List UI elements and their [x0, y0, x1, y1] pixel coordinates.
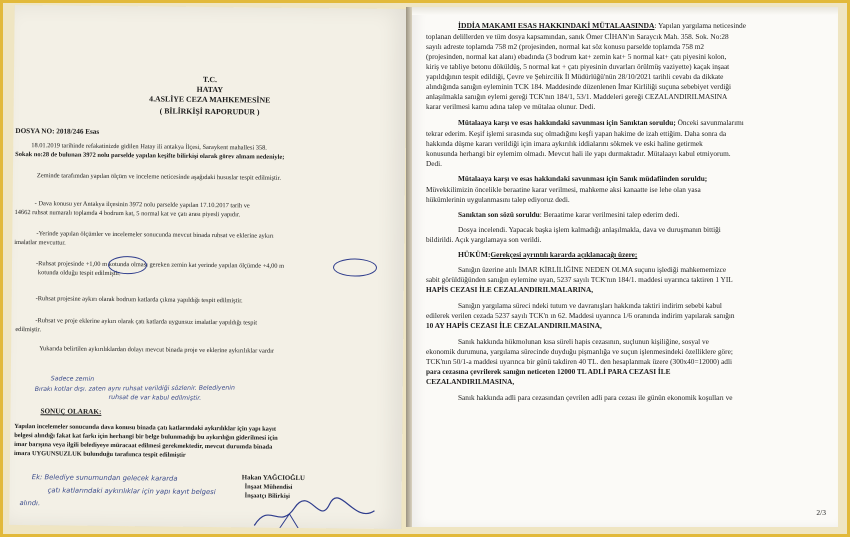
- opinion-line: yapıldığının tespit edildiği, Çevre ve Şehircilik İl Müdürlüğü'nün 28/10/2021 tarihli cevabı da dikkate: [426, 72, 724, 81]
- finding-1-line-2: 14662 ruhsat numaralı toplamda 4 bodrum kat, 5 normal kat ve çatı arası piyesli yapıdır.: [14, 208, 241, 219]
- opinion-line: karar verilmesi kamu adına talep ve mütalaa olunur. Dedi.: [426, 102, 596, 111]
- opinion-line: (projesinden, normal kat alanı) ebadında (3 bodrum kat+ zemin kat+ 5 normal kat+ çatı piyesini kolon,: [426, 52, 727, 61]
- verdict-text: Gerekçesi ayrıntılı kararda açıklanacağı üzere;: [490, 250, 638, 259]
- pen-circle-mark: [333, 258, 377, 276]
- conclusion-line-3: imar barışına veya ilgili belediyeye müracaat edilmesi gerekmektedir, mevcut durumda binada: [14, 440, 273, 451]
- finding-5-line-2: edilmiştir.: [15, 325, 42, 334]
- signature-scribble: [249, 495, 379, 529]
- review-line: Dosya incelendi. Yapacak başka işlem kalmadığı anlaşılmakla, dava ve duruşmanın bittiği: [458, 225, 721, 234]
- measurement-note: Zeminde tarafımdan yapılan ölçüm ve inceleme neticesinde aşağıdaki hususlar tespit edilmiştir.: [36, 172, 281, 182]
- verdict-3-line: CEZALANDIRILMASINA,: [426, 377, 515, 386]
- opinion-label: İDDİA MAKAMI ESAS HAKKINDAKİ MÜTALAASINDA: [458, 21, 655, 30]
- finding-1-line-1: - Dava konusu yer Antakya ilçesinin 3972 nolu parselde yapılan 17.10.2017 tarih ve: [34, 200, 250, 210]
- pen-circle-mark: [108, 256, 147, 274]
- signer-role: İnşaatçı Bilirkişi: [244, 492, 290, 500]
- review-line: bildirildi. Açık yargılamaya son verildi.: [426, 235, 542, 244]
- court-header-tc: T.C.: [202, 74, 218, 85]
- intro-line-2: Sokak no:28 de bulunan 3972 nolu parselde yapılan keşifte bilirkişi olarak görev almam nedeniyle;: [15, 150, 285, 161]
- court-header-city: HATAY: [196, 84, 224, 95]
- report-type-title: ( BİLİRKİŞİ RAPORUDUR ): [159, 106, 260, 117]
- last-word-text: : Beraatime karar verilmesini talep ederim dedi.: [539, 210, 680, 219]
- last-word-line: [458, 210, 679, 220]
- conclusion-line-4: imara UYGUNSUZLUK bulunduğu tarafımca tespit edilmiştir: [13, 449, 186, 459]
- conclusion-line-1: Yapılan incelemeler sonucunda dava konusu binada çatı katlarındaki aykırılıklar için yapı kayıt: [14, 422, 277, 433]
- verdict-heading-line: [458, 250, 637, 260]
- defense-label: Mütalaaya karşı ve esas hakkındaki savunması için Sanıktan soruldu;: [458, 118, 676, 127]
- finding-5-line-1: -Ruhsat ve proje eklerine aykırı olarak çatı katlarda uygunsuz imalatlar yapıldığı tespit: [35, 317, 258, 327]
- finding-summary: Yukarıda belirtilen aykırılıklardan dolayı mevcut binada proje ve eklerine aykırılıklar vardır: [39, 345, 275, 355]
- defense-heading-line: [458, 118, 744, 128]
- opinion-line: sayılı adreste toplamda 758 m2 (projesinden, normal kat söz konusu parselde toplamda 758 m2: [426, 42, 705, 51]
- defense-line: hakkında düşme kararı verildiği için imara aykırılık iddialarını sökmek ve eski haline getirmek: [426, 139, 703, 148]
- opinion-tail: : Yapılan yargılama neticesinde: [654, 21, 746, 30]
- lawyer-heading: Mütalaaya karşı ve esas hakkındaki savunması için Sanık müdafiinden soruldu;: [458, 174, 708, 183]
- handwritten-note-1: ruhsat de var kabul edilmiştir.: [108, 393, 202, 402]
- verdict-4-line: Sanık hakkında adli para cezasından çevrilen adli para cezası ile günün ekonomik koşulları ve: [458, 393, 733, 402]
- verdict-1-line: HAPİS CEZASI İLE CEZALANDIRILMALARINA,: [426, 285, 594, 294]
- verdict-3-line: Sanık hakkında hükmolunan kısa süreli hapis cezasının, suçlunun kişiliğine, sosyal ve: [458, 337, 709, 346]
- defense-line: tekrar ederim. Keşif işlemi sırasında suç olmadığını keşfi yapan hakime de izah ettiğim. Daha sonra da: [426, 129, 727, 138]
- court-minutes-page: [412, 7, 838, 527]
- opinion-heading-line: [458, 21, 746, 31]
- opinion-line: alındığında sanığın eyleminin TCK 184. Maddesinde düzenlenen İmar Kirliliği suçuna sebebiyet verdiği: [426, 82, 732, 91]
- finding-3-line-2: kotunda olduğu tespit edilmiştir.: [37, 269, 121, 278]
- opinion-line: kiriş ve tabliye betonu döküldüş, 5 normal kat + çatı piyesinin duvarları örülmüş vaziyette) kaçak inşaat: [426, 62, 730, 71]
- intro-line-1: 18.01.2019 tarihinde refakatinizde gidilen Hatay ili antakya İlçesi, Saraykent mahallesi 358.: [31, 142, 267, 152]
- verdict-2-line: 10 AY HAPİS CEZASI İLE CEZALANDIRILMASINA,: [426, 321, 602, 330]
- verdict-1-line: sabit görüldüğünden sanığın eylemine uyan, 5237 sayılı TCK'nın 184/1. maddesi uyarınca taktiren 1 YIL: [426, 275, 733, 284]
- handwritten-note-1: Sadece zemin: [50, 375, 95, 383]
- verdict-3-line: para cezasına çevrilerek sanığın neticeten 12000 TL ADLİ PARA CEZASI İLE: [426, 367, 671, 376]
- verdict-2-line: Sanığın yargılama süreci ndeki tutum ve davranışları hakkında taktiri indirim sebebi kabul: [458, 301, 722, 310]
- opinion-line: anlaşılmakla sanığın eylemi gereği TCK'nın 184/1, 53/1. Maddeleri gereği CEZALANDIRILMASINA: [426, 92, 728, 101]
- lawyer-line: Müvekkilimizin öncelikle beraatine karar verilmesi, mahkeme aksi kanaatte ise lehe olan yasa: [426, 185, 701, 194]
- handwritten-note-2: çatı katlarındaki aykırılıklar için yapı kayıt belgesi: [47, 486, 216, 497]
- file-number: DOSYA NO: 2018/246 Esas: [15, 126, 100, 136]
- verdict-2-line: edilerek verilen cezada 5237 sayılı TCK'n ın 62. Maddesi uyarınca 1/6 oranında indirim yapılarak sanığın: [426, 311, 735, 320]
- last-word-label: Sanıktan son sözü soruldu: [458, 210, 540, 219]
- opinion-line: toplanan delillerden ve tüm dosya kapsamından, sanık Ömer CİHAN'ın Saraycık Mah. 358. Sok. No:28: [426, 32, 729, 41]
- handwritten-note-2: Ek: Belediye sunumundan gelecek kararda: [31, 473, 178, 483]
- finding-3-line-1: -Ruhsat projesinde +1,00 m kotunda olması gereken zemin kat yerinde yapılan ölçümde +4,00 m: [35, 260, 285, 270]
- defense-line: Dedi.: [426, 159, 443, 168]
- page-number: 2/3: [816, 508, 826, 517]
- verdict-3-line: ekonomik durumuna, yargılama sürecinde duyduğu pişmanlığa ve suçun işlenmesindeki özelliklere göre;: [426, 347, 733, 356]
- handwritten-note-2: alındı.: [19, 499, 41, 508]
- page-top-edge: [412, 7, 838, 15]
- signer-title: İnşaat Mühendisi: [244, 483, 293, 491]
- conclusion-line-2: belgesi alındığı fakat kat farkı için herhangi bir belge bulunmadığı bu aykırılığın giderilmesi için: [14, 431, 278, 442]
- conclusion-title: SONUÇ OLARAK:: [40, 407, 102, 416]
- finding-2-line-1: -Yerinde yapılan ölçümler ve incelemeler sonucunda mevcut binada ruhsat ve eklerine aykırı: [36, 230, 274, 240]
- defense-tail: Önceki savunmalarımı: [675, 118, 744, 127]
- lawyer-line: hükümlerinin uygulanmasını talep ediyoruz dedi.: [426, 195, 570, 204]
- expert-report-page: [9, 5, 406, 529]
- verdict-1-line: Sanığın üzerine atılı İMAR KİRLİLİĞİNE NEDEN OLMA suçunu işlediği mahkememizce: [458, 265, 727, 274]
- verdict-3-line: TCK'nın 50/1-a maddesi uyarınca bir günü takdiren 40 TL. den hesaplanmak üzere (300x40=12000) adli: [426, 357, 733, 366]
- court-header-court: 4.ASLİYE CEZA MAHKEMESİNE: [149, 94, 271, 105]
- verdict-label: HÜKÜM:: [458, 250, 491, 259]
- signer-name: Hakan YAĞCIOĞLU: [241, 474, 305, 483]
- defense-line: konusunda herhangi bir eylemim olmadı. Mevcut hali ile yapı durmaktadır. Mütalaayı kabul etmiyorum.: [426, 149, 731, 158]
- finding-2-line-2: imalatlar mevcuttur.: [14, 238, 66, 247]
- finding-4: -Ruhsat projesine aykırı olarak bodrum katlarda çıkma yapıldığı tespit edilmiştir.: [35, 295, 243, 305]
- handwritten-note-1: Bırakı kotlar dışı. zaten aynı ruhsat verildiği sözlenir. Belediyenin: [34, 384, 235, 393]
